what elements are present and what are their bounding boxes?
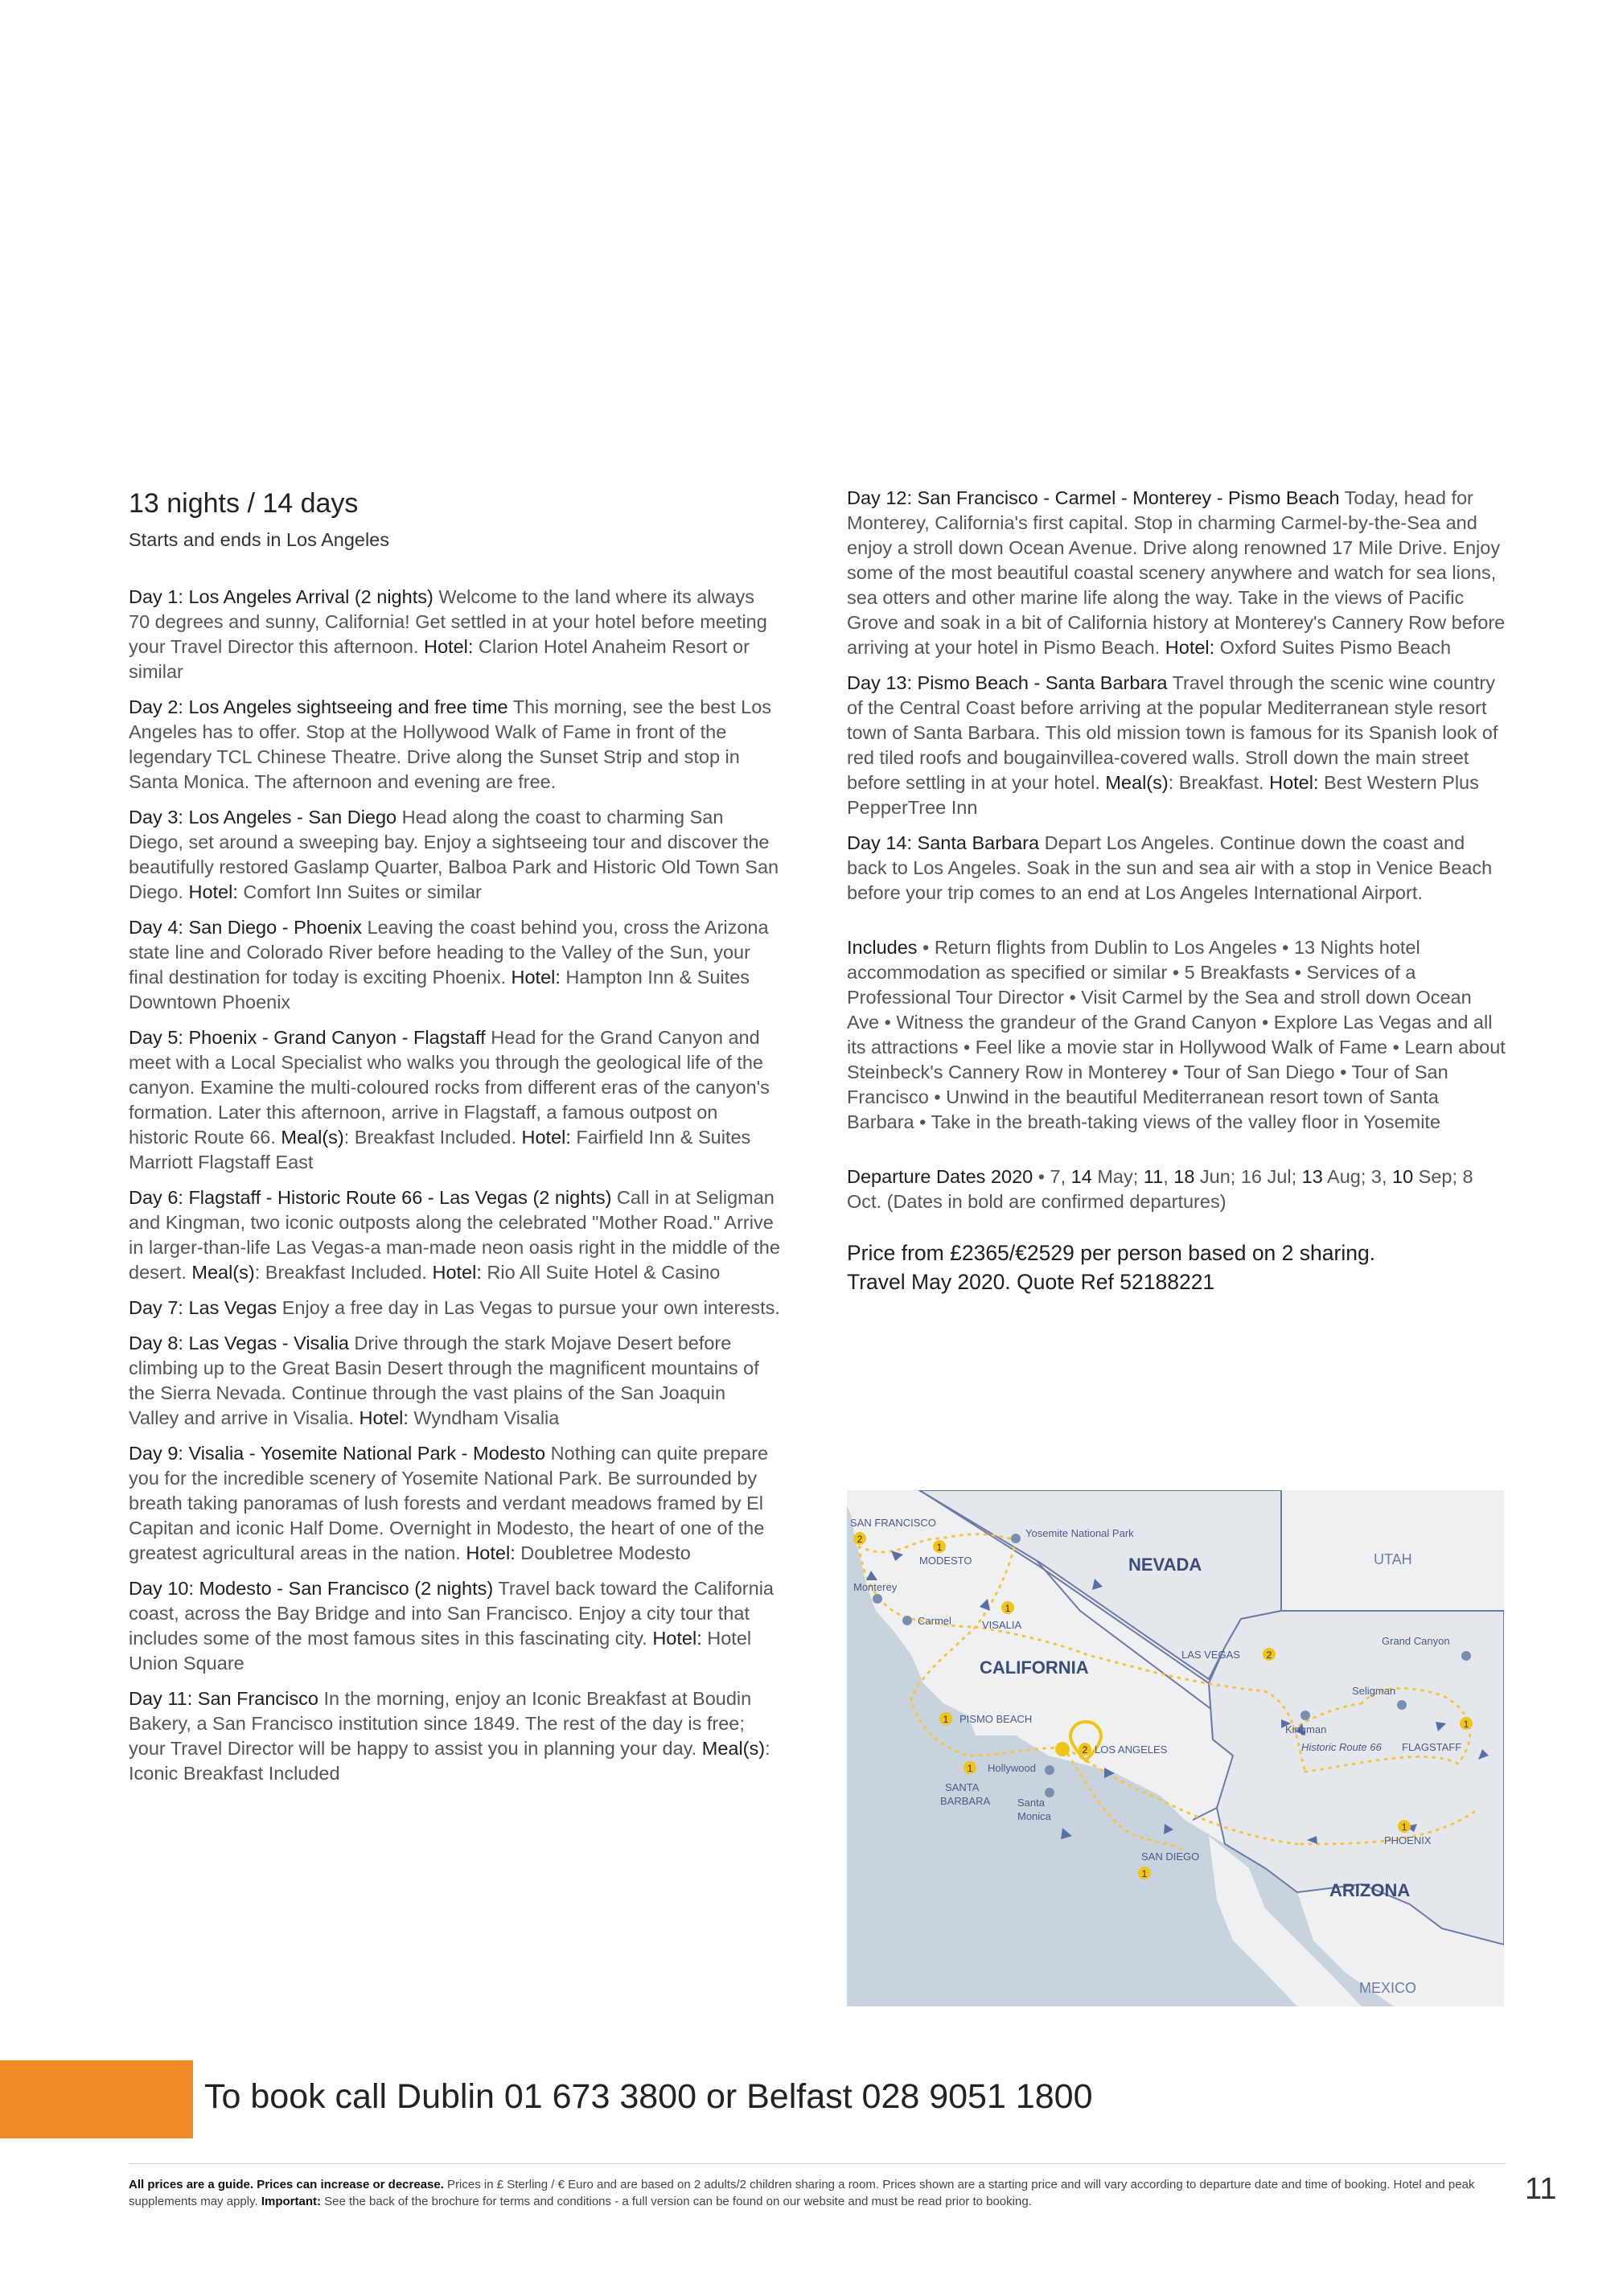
label-kingman: Kingman <box>1285 1723 1327 1735</box>
hotel-value: Hampton Inn & Suites Downtown Phoenix <box>129 967 750 1012</box>
day-title: Day 8: Las Vegas - Visalia <box>129 1333 349 1353</box>
price-line-2: Travel May 2020. Quote Ref 52188221 <box>847 1270 1215 1294</box>
label-modesto: MODESTO <box>919 1555 972 1567</box>
meal-value: : Breakfast Included. <box>343 1127 522 1148</box>
day-title: Day 6: Flagstaff - Historic Route 66 - Las Vegas (2 nights) <box>129 1187 612 1208</box>
price-block <box>847 1238 1506 1296</box>
dot-seligman <box>1397 1700 1407 1710</box>
label-hollywood: Hollywood <box>988 1762 1036 1774</box>
footer-disclaimer <box>129 2176 1496 2210</box>
label-san-diego: SAN DIEGO <box>1141 1850 1200 1863</box>
dot-hollywood <box>1045 1765 1054 1775</box>
label-los-angeles: LOS ANGELES <box>1095 1744 1168 1756</box>
meal-label: Meal(s) <box>1105 772 1169 793</box>
label-visalia: VISALIA <box>982 1619 1022 1631</box>
label-pismo-beach: PISMO BEACH <box>959 1713 1033 1725</box>
hotel-label: Hotel: <box>652 1628 702 1649</box>
label-seligman: Seligman <box>1352 1685 1396 1697</box>
day-title: Day 14: Santa Barbara <box>847 832 1040 853</box>
badge-sf: 2 <box>857 1534 863 1545</box>
day-body: Call in at Seligman and Kingman, two iconic outposts along the celebrated "Mother Road." Arrive in larger-than-life Las Vegas-a man-made neon oasis right in the middle of the desert. <box>129 1187 780 1283</box>
day-body: Today, head for Monterey, California's first capital. Stop in charming Carmel-by-the-Sea and enjoy a stroll down Ocean Avenue. Drive along renowned 17 Mile Drive. Enjoy some of the most beautiful coastal scenery anywhere and watch for sea lions, sea otters and other marine life along the way. Take in the views of Pacific Grove and soak in a bit of California history at Monterey's Cannery Row before arriving at your hotel in Pismo Beach. <box>847 487 1506 658</box>
day-body: Enjoy a free day in Las Vegas to pursue your own interests. <box>277 1297 780 1318</box>
badge-los-angeles: 2 <box>1082 1744 1088 1756</box>
day-title: Day 10: Modesto - San Francisco (2 nights) <box>129 1578 494 1599</box>
day-title: Day 3: Los Angeles - San Diego <box>129 807 397 828</box>
utah-region <box>1281 1490 1504 1611</box>
day-entry <box>129 1185 780 1285</box>
dot-grand-canyon <box>1461 1651 1471 1661</box>
departure-label: Departure Dates 2020 <box>847 1166 1033 1187</box>
arrow-6 <box>1164 1824 1173 1834</box>
meal-label: Meal(s) <box>191 1262 255 1283</box>
date-text: Sep; 8 Oct. (Dates in bold are confirmed departures) <box>847 1166 1473 1212</box>
day-body: Head for the Grand Canyon and meet with a Local Specialist who walks you through the geological life of the canyon. Examine the multi-coloured rocks from different eras of the canyon's formation. Later this afternoon, arrive in Flagstaff, a famous outpost on historic Route 66. <box>129 1027 770 1148</box>
badge-flagstaff: 1 <box>1463 1719 1469 1730</box>
label-yosemite: Yosemite National Park <box>1025 1527 1134 1539</box>
dot-monterey <box>873 1594 882 1604</box>
hotel-label: Hotel: <box>1269 772 1319 793</box>
dot-kingman <box>1300 1711 1310 1720</box>
day-entry <box>847 831 1506 906</box>
day-body: Leaving the coast behind you, cross the Arizona state line and Colorado River before heading to the Valley of the Sun, your final destination for today is exciting Phoenix. <box>129 917 769 988</box>
itinerary-right-column <box>847 486 1506 1296</box>
hotel-value: Comfort Inn Suites or similar <box>237 881 482 902</box>
day-entry <box>129 1441 780 1566</box>
departure-dates <box>847 1164 1506 1214</box>
label-santa-barbara-2: BARBARA <box>940 1795 991 1807</box>
label-carmel: Carmel <box>918 1615 951 1627</box>
confirmed-date: 18 <box>1173 1166 1195 1187</box>
day-body: Welcome to the land where its always 70 degrees and sunny, California! Get settled in at your hotel before meeting your Travel Director this afternoon. <box>129 586 767 657</box>
confirmed-date: 14 <box>1070 1166 1092 1187</box>
hotel-value: Best Western Plus PepperTree Inn <box>847 772 1479 818</box>
day-body: Travel back toward the California coast, across the Bay Bridge and into San Francisco. Enjoy a city tour that includes some of the most famous sites in this fascinating city. <box>129 1578 774 1649</box>
day-body: This morning, see the best Los Angeles has to offer. Stop at the Hollywood Walk of Fame in front of the legendary TCL Chinese Theatre. Drive along the Sunset Strip and stop in Santa Monica. The afternoon and evening are free. <box>129 696 772 792</box>
hotel-value: Hotel Union Square <box>129 1628 752 1674</box>
label-nevada: NEVADA <box>1128 1555 1202 1575</box>
label-las-vegas: LAS VEGAS <box>1181 1649 1240 1661</box>
hotel-value: Doubletree Modesto <box>515 1542 691 1563</box>
hotel-value: Clarion Hotel Anaheim Resort or similar <box>129 636 750 682</box>
booking-accent-block <box>0 2060 193 2138</box>
day-title: Day 7: Las Vegas <box>129 1297 277 1318</box>
badge-hollywood: 1 <box>967 1763 973 1774</box>
route-map <box>847 1490 1504 2006</box>
footer-text-2: See the back of the brochure for terms and conditions - a full version can be found on our website and must be read prior to booking. <box>320 2195 1032 2208</box>
badge-las-vegas: 2 <box>1266 1649 1272 1661</box>
label-route-66: Historic Route 66 <box>1301 1741 1382 1753</box>
day-title: Day 12: San Francisco - Carmel - Monterey - Pismo Beach <box>847 487 1340 508</box>
footer-text-1: Prices in £ Sterling / € Euro and are based on 2 adults/2 children sharing a room. Prices shown are a starting price and will vary according to departure date and time of booking. Hotel and peak supplements may apply. <box>129 2178 1475 2208</box>
days-list-right <box>847 486 1506 906</box>
price-line-1: Price from £2365/€2529 per person based on 2 sharing. <box>847 1241 1376 1265</box>
day-body: Drive through the stark Mojave Desert before climbing up to the Great Basin Desert through the magnificent mountains of the Sierra Nevada. Continue through the vast plains of the San Joaquin Valley and arrive in Visalia. <box>129 1333 759 1428</box>
hotel-value: Rio All Suite Hotel & Casino <box>481 1262 721 1283</box>
label-arizona: ARIZONA <box>1329 1880 1411 1900</box>
label-santa-monica-1: Santa <box>1017 1797 1045 1809</box>
day-entry <box>129 1025 780 1175</box>
hotel-value: Oxford Suites Pismo Beach <box>1214 637 1452 658</box>
confirmed-date: 10 <box>1392 1166 1414 1187</box>
day-entry <box>129 1576 780 1676</box>
start-end-note: Starts and ends in Los Angeles <box>129 529 389 550</box>
arrow-4 <box>1061 1828 1072 1839</box>
label-grand-canyon: Grand Canyon <box>1382 1635 1450 1647</box>
hotel-label: Hotel: <box>432 1262 482 1283</box>
day-title: Day 13: Pismo Beach - Santa Barbara <box>847 672 1168 693</box>
meal-label: Meal(s) <box>281 1127 344 1148</box>
includes-label: Includes <box>847 937 918 958</box>
badge-phoenix: 1 <box>1401 1822 1407 1833</box>
confirmed-date: 13 <box>1301 1166 1323 1187</box>
hotel-label: Hotel: <box>511 967 561 988</box>
label-phoenix: PHOENIX <box>1384 1834 1432 1846</box>
date-text: May; <box>1091 1166 1144 1187</box>
day-title: Day 11: San Francisco <box>129 1688 318 1709</box>
day-entry <box>129 805 780 905</box>
badge-modesto: 1 <box>936 1542 943 1553</box>
meal-value: : Iconic Breakfast Included <box>129 1738 770 1784</box>
day-entry <box>129 1686 780 1786</box>
date-text: , <box>1163 1166 1174 1187</box>
badge-pismo: 1 <box>943 1714 949 1725</box>
day-entry <box>129 695 780 795</box>
day-body: Depart Los Angeles. Continue down the coast and back to Los Angeles. Soak in the sun and sea air with a stop in Venice Beach before your trip comes to an end at Los Angeles International Airport. <box>847 832 1493 903</box>
hotel-label: Hotel: <box>1165 637 1215 658</box>
label-san-francisco: SAN FRANCISCO <box>850 1517 936 1529</box>
day-entry <box>847 671 1506 820</box>
hotel-label: Hotel: <box>359 1407 409 1428</box>
label-santa-barbara-1: SANTA <box>945 1781 980 1793</box>
day-entry <box>847 486 1506 660</box>
footer-bold-note: All prices are a guide. Prices can increase or decrease. <box>129 2178 444 2191</box>
meal-value: : Breakfast Included. <box>254 1262 433 1283</box>
day-body: Nothing can quite prepare you for the incredible scenery of Yosemite National Park. Be surrounded by breath taking panoramas of lush forests and verdant meadows framed by El Capitan and iconic Half Dome. Overnight in Modesto, the heart of one of the greatest agricultural areas in the nation. <box>129 1443 769 1563</box>
day-body: In the morning, enjoy an Iconic Breakfast at Boudin Bakery, a San Francisco institution since 1849. The rest of the day is free; your Travel Director will be happy to assist you in planning your day. <box>129 1688 752 1759</box>
hotel-value: Wyndham Visalia <box>408 1407 560 1428</box>
day-entry <box>129 915 780 1015</box>
footer-divider <box>129 2163 1506 2164</box>
date-text: • 7, <box>1033 1166 1071 1187</box>
footer-important-label: Important: <box>261 2195 321 2208</box>
day-title: Day 2: Los Angeles sightseeing and free time <box>129 696 508 717</box>
meal-value: : Breakfast. <box>1168 772 1270 793</box>
label-california: CALIFORNIA <box>980 1657 1089 1678</box>
meal-label: Meal(s) <box>701 1738 766 1759</box>
label-flagstaff: FLAGSTAFF <box>1402 1741 1462 1753</box>
day-title: Day 5: Phoenix - Grand Canyon - Flagstaff <box>129 1027 486 1048</box>
includes-paragraph <box>847 935 1506 1135</box>
badge-san-diego: 1 <box>1141 1868 1148 1879</box>
hotel-label: Hotel: <box>521 1127 571 1148</box>
booking-phone-text: To book call Dublin 01 673 3800 or Belfast 028 9051 1800 <box>204 2077 1093 2116</box>
route-map-svg <box>847 1490 1504 2006</box>
includes-text: • Return flights from Dublin to Los Angeles • 13 Nights hotel accommodation as specified or similar • 5 Breakfasts • Services of a Professional Tour Director • Visit Carmel by the Sea and stroll down Ocean Ave • Witness the grandeur of the Grand Canyon • Explore Las Vegas and all its attractions • Feel like a movie star in Hollywood Walk of Fame • Learn about Steinbeck's Cannery Row in Monterey • Tour of San Diego • Tour of San Francisco • Unwind in the beautiful Mediterranean resort town of Santa Barbara • Take in the breath-taking views of the valley floor in Yosemite <box>847 937 1506 1132</box>
itinerary-left-column <box>129 486 780 1797</box>
day-body: Travel through the scenic wine country of the Central Coast before arriving at the popular Mediterranean style resort town of Santa Barbara. This old mission town is famous for its Spanish look of red tiled roofs and bougainvillea-covered walls. Stroll down the main street before settling in at your hotel. <box>847 672 1498 793</box>
hotel-label: Hotel: <box>466 1542 516 1563</box>
day-title: Day 1: Los Angeles Arrival (2 nights) <box>129 586 433 607</box>
days-list-left <box>129 585 780 1786</box>
date-text: Jun; 16 Jul; <box>1194 1166 1302 1187</box>
day-entry <box>129 1296 780 1321</box>
date-text: Aug; 3, <box>1322 1166 1393 1187</box>
dot-yosemite <box>1011 1534 1021 1543</box>
day-title: Day 9: Visalia - Yosemite National Park - Modesto <box>129 1443 546 1464</box>
page-number: 11 <box>1525 2172 1557 2206</box>
label-santa-monica-2: Monica <box>1017 1810 1051 1822</box>
label-mexico: MEXICO <box>1359 1980 1417 1996</box>
day-entry <box>129 585 780 684</box>
hotel-value: Fairfield Inn & Suites Marriott Flagstaff East <box>129 1127 751 1173</box>
confirmed-date: 11 <box>1143 1166 1164 1187</box>
day-title: Day 4: San Diego - Phoenix <box>129 917 362 938</box>
dot-carmel <box>902 1616 912 1625</box>
hotel-label: Hotel: <box>424 636 474 657</box>
hotel-label: Hotel: <box>188 881 238 902</box>
label-utah: UTAH <box>1374 1551 1412 1567</box>
duration-heading: 13 nights / 14 days <box>129 488 359 519</box>
day-body: Head along the coast to charming San Diego, set around a sweeping bay. Enjoy a sightseeing tour and discover the beautifully restored Gaslamp Quarter, Balboa Park and Historic Old Town San Diego. <box>129 807 779 902</box>
day-entry <box>129 1331 780 1431</box>
dot-santa-monica <box>1045 1788 1054 1797</box>
badge-visalia: 1 <box>1005 1603 1011 1614</box>
label-monterey: Monterey <box>853 1581 898 1593</box>
